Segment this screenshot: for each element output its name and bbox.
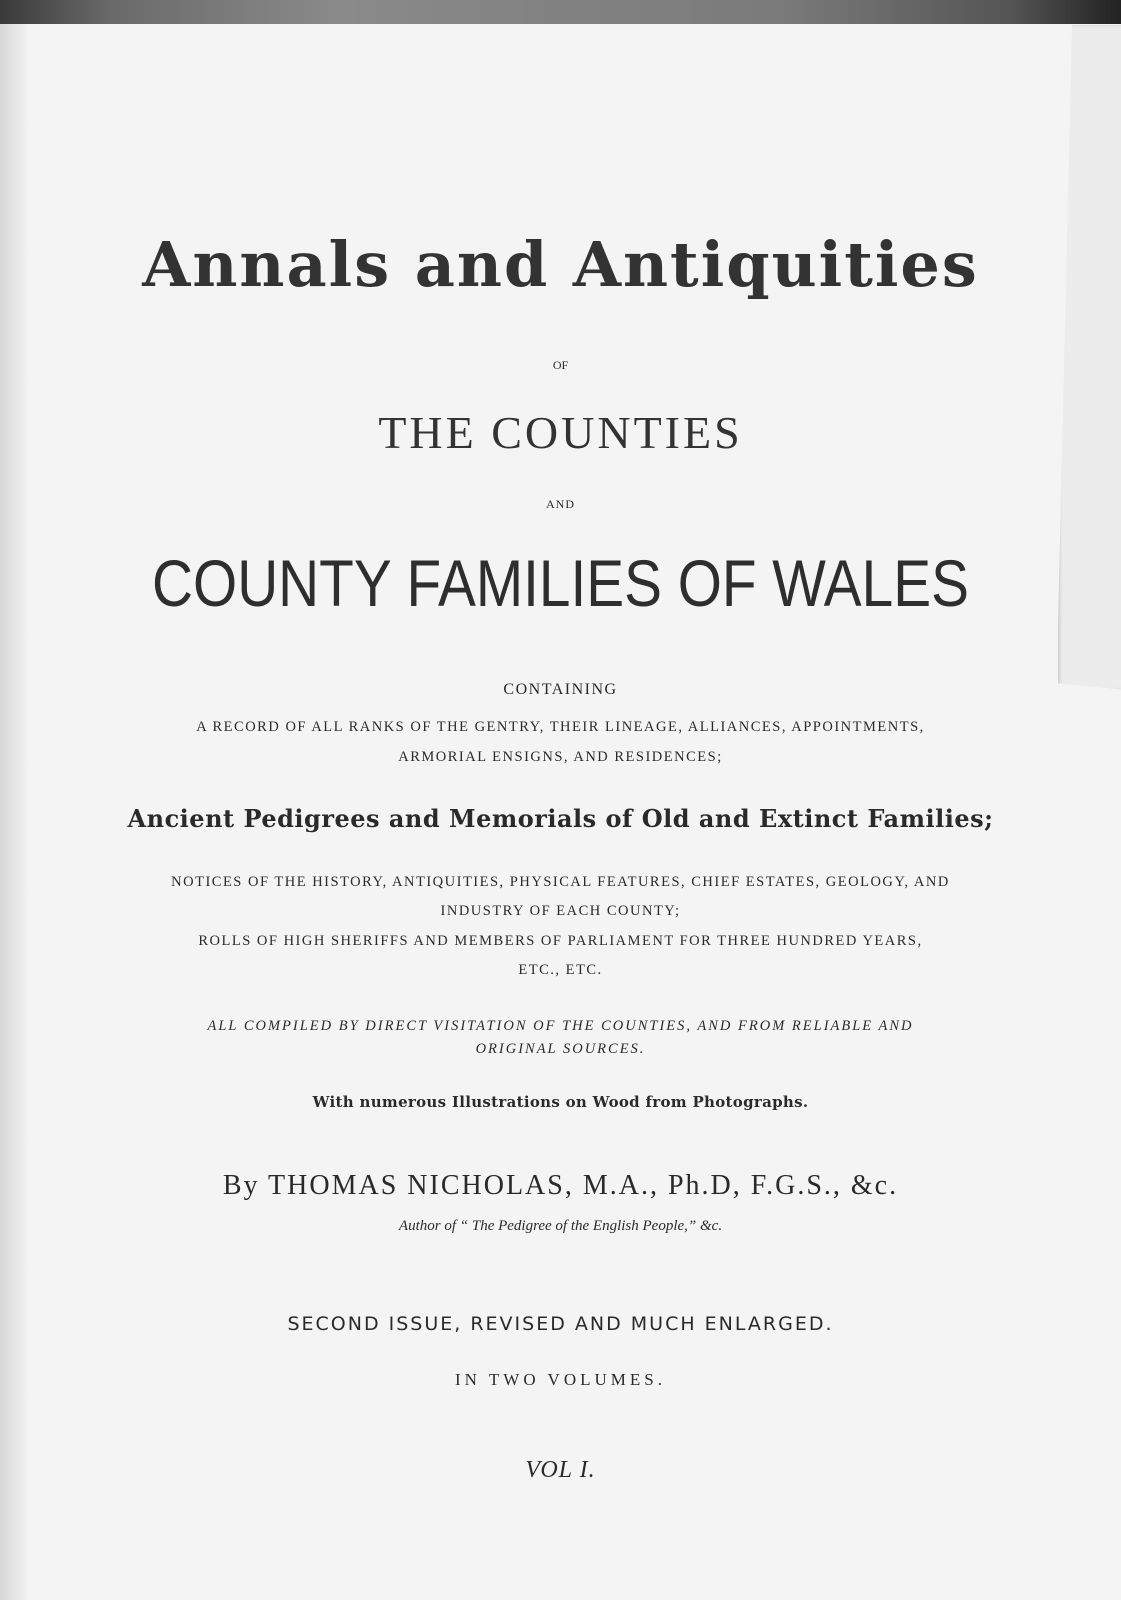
compiled-line-1: ALL COMPILED BY DIRECT VISITATION OF THE COUNTIES, AND FROM RELIABLE AND — [207, 1018, 914, 1034]
notices-line-2: INDUSTRY OF EACH COUNTY; — [440, 903, 681, 919]
record-line-1: A RECORD OF ALL RANKS OF THE GENTRY, THEIR LINEAGE, ALLIANCES, APPOINTMENTS, — [196, 719, 925, 735]
compiled-line-2: ORIGINAL SOURCES. — [475, 1041, 646, 1057]
notices-line-1: NOTICES OF THE HISTORY, ANTIQUITIES, PHYSICAL FEATURES, CHIEF ESTATES, GEOLOGY, AND — [171, 874, 950, 890]
record-line-2: ARMORIAL ENSIGNS, AND RESIDENCES; — [398, 749, 723, 765]
author-line: By THOMAS NICHOLAS, M.A., Ph.D, F.G.S., &c. — [222, 1170, 899, 1201]
volumes-line: IN TWO VOLUMES. — [455, 1370, 666, 1389]
illustrations-note: With numerous Illustrations on Wood from Photographs. — [312, 1093, 809, 1111]
of-label: OF — [552, 358, 569, 372]
main-title: COUNTY FAMILIES OF WALES — [152, 546, 969, 620]
and-label: AND — [546, 497, 575, 511]
scanner-edge — [0, 0, 1121, 24]
the-counties: THE COUNTIES — [378, 407, 743, 458]
notices-line-4: ETC., ETC. — [518, 962, 603, 978]
notices-line-3: ROLLS OF HIGH SHERIFFS AND MEMBERS OF PARLIAMENT FOR THREE HUNDRED YEARS, — [198, 933, 923, 949]
title-blackletter: Annals and Antiquities — [142, 228, 979, 301]
containing: CONTAINING — [503, 681, 618, 698]
author-note: Author of “ The Pedigree of the English People,” &c. — [398, 1218, 723, 1234]
pedigrees-blackletter: Ancient Pedigrees and Memorials of Old and Extinct Families; — [127, 804, 994, 833]
issue-line: SECOND ISSUE, REVISED AND MUCH ENLARGED. — [287, 1313, 834, 1335]
volume-number: VOL I. — [525, 1457, 596, 1483]
